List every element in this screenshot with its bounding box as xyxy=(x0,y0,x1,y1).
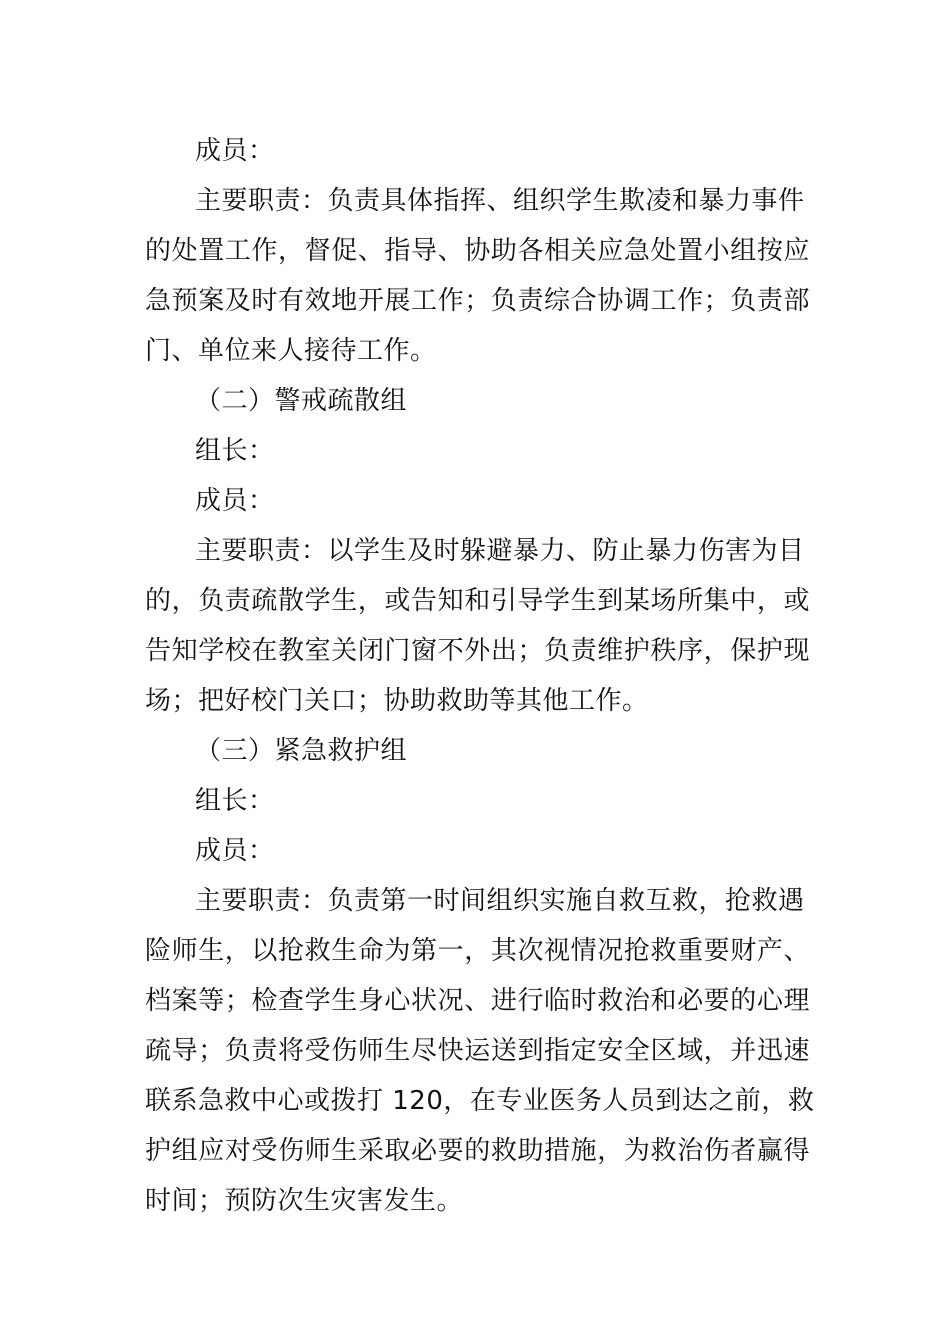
duties-paragraph-3-line-5: 联系急救中心或拨打 120，在专业医务人员到达之前，救 xyxy=(145,1086,815,1116)
duties-paragraph-2-line-1: 主要职责：以学生及时躲避暴力、防止暴力伤害为目 xyxy=(195,536,805,566)
duties-paragraph-3-line-1: 主要职责：负责第一时间组织实施自救互救，抢救遇 xyxy=(195,886,805,916)
duties-paragraph-3-line-3: 档案等；检查学生身心状况、进行临时救治和必要的心理 xyxy=(145,986,810,1016)
members-label-1: 成员： xyxy=(195,136,275,166)
leader-label-2: 组长： xyxy=(195,436,275,466)
leader-label-3: 组长： xyxy=(195,786,275,816)
duties-paragraph-3-line-7: 时间；预防次生灾害发生。 xyxy=(145,1186,464,1216)
duties-paragraph-1-line-3: 急预案及时有效地开展工作；负责综合协调工作；负责部 xyxy=(145,286,810,316)
duties-paragraph-3-line-2: 险师生，以抢救生命为第一，其次视情况抢救重要财产、 xyxy=(145,936,810,966)
members-label-3: 成员： xyxy=(195,836,275,866)
section-heading-3: （三）紧急救护组 xyxy=(195,736,408,766)
duties-paragraph-1-line-1: 主要职责：负责具体指挥、组织学生欺凌和暴力事件 xyxy=(195,186,805,216)
section-heading-2: （二）警戒疏散组 xyxy=(195,386,408,416)
duties-paragraph-1-line-4: 门、单位来人接待工作。 xyxy=(145,336,437,366)
duties-paragraph-2-line-2: 的，负责疏散学生，或告知和引导学生到某场所集中，或 xyxy=(145,586,810,616)
duties-paragraph-2-line-3: 告知学校在教室关闭门窗不外出；负责维护秩序，保护现 xyxy=(145,636,810,666)
duties-paragraph-2-line-4: 场；把好校门关口；协助救助等其他工作。 xyxy=(145,686,649,716)
members-label-2: 成员： xyxy=(195,486,275,516)
duties-paragraph-3-line-6: 护组应对受伤师生采取必要的救助措施，为救治伤者赢得 xyxy=(145,1136,810,1166)
duties-paragraph-3-line-4: 疏导；负责将受伤师生尽快运送到指定安全区域，并迅速 xyxy=(145,1036,810,1066)
duties-paragraph-1-line-2: 的处置工作，督促、指导、协助各相关应急处置小组按应 xyxy=(145,236,810,266)
